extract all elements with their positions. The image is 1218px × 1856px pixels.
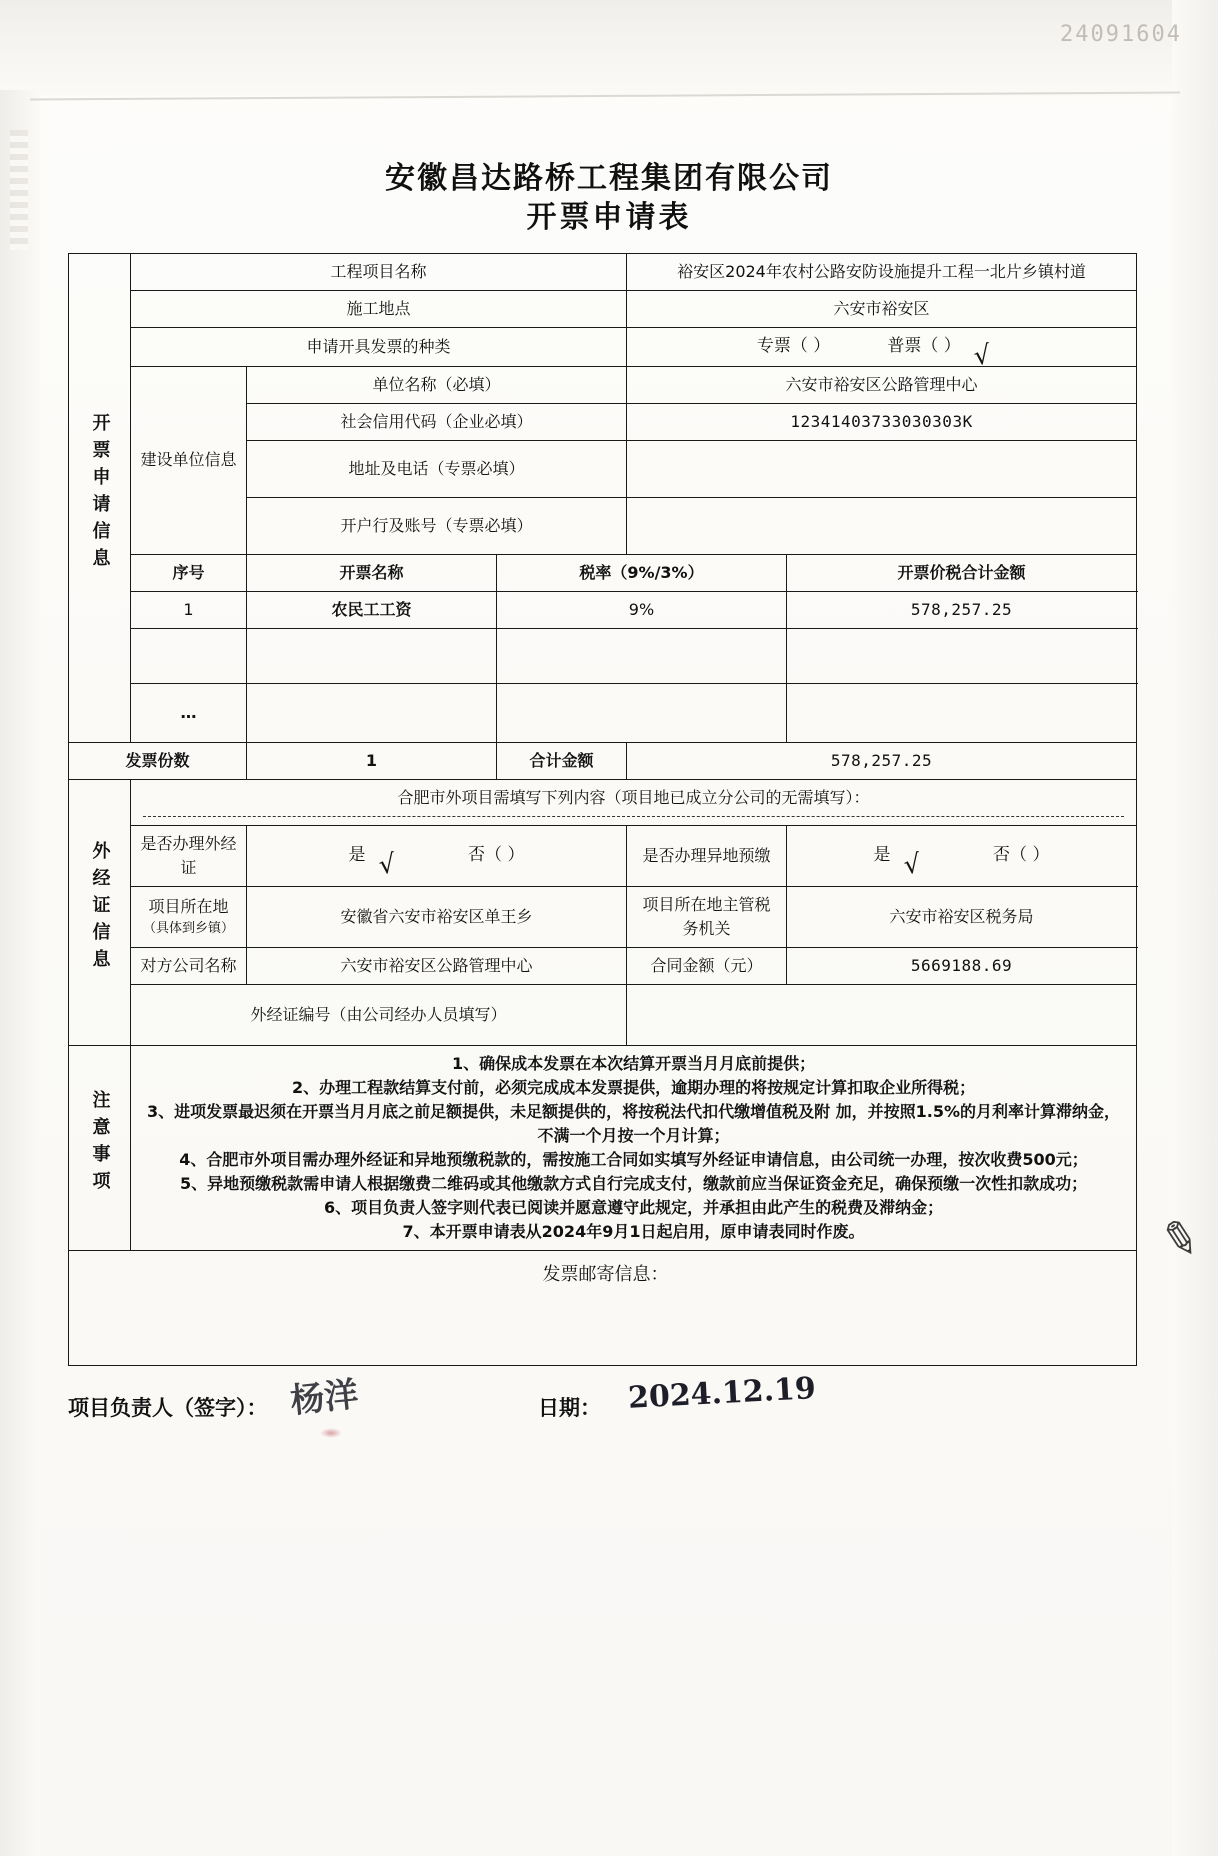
- need-cert-no-option[interactable]: 否（ ）: [468, 844, 525, 865]
- address-phone-label: 地址及电话（专票必填）: [247, 440, 627, 497]
- section-label-notes: [69, 1045, 131, 1250]
- project-location-value: 安徽省六安市裕安区单王乡: [247, 886, 627, 947]
- ink-smudge: [320, 1428, 342, 1438]
- row-amount: 578,257.25: [787, 591, 1137, 628]
- row-no: [131, 628, 247, 683]
- total-amount-label: 合计金额: [497, 742, 627, 779]
- table-row: [69, 947, 1137, 984]
- contract-amount-value: 5669188.69: [787, 947, 1137, 984]
- note-item-5: 5、异地预缴税款需申请人根据缴费二维码或其他缴款方式自行完成支付，缴款前应当保证资金充足，确保预缴一次性扣款成功；: [179, 1173, 1088, 1193]
- scan-edge-right: [1172, 0, 1218, 1856]
- scan-edge-top: [0, 0, 1218, 96]
- project-name-label: 工程项目名称: [131, 254, 627, 291]
- table-row: [69, 1045, 1137, 1250]
- need-cert-yes-label: 是: [348, 844, 366, 865]
- prepay-no-option[interactable]: 否（ ）: [993, 844, 1050, 865]
- builder-group-label: 建设单位信息: [131, 366, 247, 554]
- row-name: [247, 683, 497, 742]
- date-label: 日期：: [538, 1396, 601, 1420]
- table-row: [69, 984, 1137, 1045]
- row-rate: [497, 628, 787, 683]
- table-row: [69, 886, 1137, 947]
- need-cert-label: 是否办理外经证: [131, 825, 247, 886]
- section-label-foreign-cert-text: 外经证信息: [89, 841, 111, 976]
- tax-bureau-value: 六安市裕安区税务局: [787, 886, 1137, 947]
- document-title-block: [0, 160, 1218, 238]
- need-cert-options[interactable]: [247, 825, 627, 886]
- note-item-7: 7、本开票申请表从2024年9月1日起启用，原申请表同时作废。: [402, 1221, 865, 1241]
- contract-amount-label: 合同金额（元）: [627, 947, 787, 984]
- tax-bureau-label: 项目所在地主管税务机关: [627, 886, 787, 947]
- counterparty-label: 对方公司名称: [131, 947, 247, 984]
- table-row: [69, 1250, 1137, 1365]
- invoice-count-value: 1: [247, 742, 497, 779]
- column-header-amount: 开票价税合计金额: [787, 554, 1137, 591]
- column-header-no: 序号: [131, 554, 247, 591]
- table-row: [69, 683, 1137, 742]
- invoice-type-label: 申请开具发票的种类: [131, 328, 627, 367]
- bank-account-value: [627, 497, 1137, 554]
- dashed-separator: [143, 816, 1124, 817]
- project-location-label: [131, 886, 247, 947]
- note-item-2: 2、办理工程款结算支付前，必须完成成本发票提供，逾期办理的将按规定计算扣取企业所得税；: [291, 1077, 976, 1097]
- row-amount: [787, 683, 1137, 742]
- table-row: [69, 779, 1137, 825]
- note-item-4: 4、合肥市外项目需办理外经证和异地预缴税款的，需按施工合同如实填写外经证申请信息，由公司统一办理，按次收费500元；: [179, 1149, 1088, 1169]
- row-name: [247, 628, 497, 683]
- signature-label: 项目负责人（签字）：: [68, 1396, 268, 1420]
- ink-mark: ✎: [1156, 1208, 1206, 1270]
- prepay-yes-option[interactable]: [873, 843, 936, 881]
- notes-block: [131, 1045, 1137, 1250]
- company-title: 安徽昌达路桥工程集团有限公司: [385, 161, 833, 196]
- table-row: [69, 742, 1137, 779]
- row-name: 农民工工资: [247, 591, 497, 628]
- unit-name-label: 单位名称（必填）: [247, 366, 627, 403]
- mailing-info-cell: [69, 1250, 1137, 1365]
- table-row: [69, 628, 1137, 683]
- table-row: [69, 328, 1137, 367]
- general-invoice-option[interactable]: [887, 334, 1006, 373]
- column-header-name: 开票名称: [247, 554, 497, 591]
- address-phone-value: [627, 440, 1137, 497]
- note-item-6: 6、项目负责人签字则代表已阅读并愿意遵守此规定，并承担由此产生的税费及滞纳金；: [323, 1197, 944, 1217]
- row-rate: [497, 683, 787, 742]
- credit-code-label: 社会信用代码（企业必填）: [247, 403, 627, 440]
- check-icon: √: [972, 339, 993, 373]
- scan-edge-left: [0, 90, 40, 1856]
- counterparty-value: 六安市裕安区公路管理中心: [247, 947, 627, 984]
- project-name-value: 裕安区2024年农村公路安防设施提升工程一北片乡镇村道: [627, 254, 1137, 291]
- check-icon: √: [901, 848, 923, 881]
- form-title: 开票申请表: [526, 199, 692, 235]
- table-row: [69, 591, 1137, 628]
- row-rate: 9%: [497, 591, 787, 628]
- section-label-notes-text: 注意事项: [89, 1090, 111, 1198]
- mailing-info-label: 发票邮寄信息：: [542, 1263, 669, 1285]
- foreign-cert-header: [131, 779, 1137, 825]
- cert-no-label: 外经证编号（由公司经办人员填写）: [131, 984, 627, 1045]
- invoice-application-form: [68, 253, 1137, 1366]
- bank-account-label: 开户行及账号（专票必填）: [247, 497, 627, 554]
- credit-code-value: 12341403733030303K: [627, 403, 1137, 440]
- signature-value: 杨洋: [288, 1374, 361, 1422]
- cert-no-value: [627, 984, 1137, 1045]
- check-icon: √: [376, 848, 398, 881]
- section-label-foreign-cert: [69, 779, 131, 1045]
- unit-name-value: 六安市裕安区公路管理中心: [627, 366, 1137, 403]
- prepay-yes-label: 是: [873, 844, 891, 865]
- section-label-invoice-request-text: 开票申请信息: [89, 413, 111, 576]
- site-label: 施工地点: [131, 291, 627, 328]
- general-invoice-label: 普票（ ）: [887, 336, 961, 356]
- table-row: [69, 254, 1137, 291]
- prepay-label: 是否办理异地预缴: [627, 825, 787, 886]
- prepay-options[interactable]: [787, 825, 1137, 886]
- note-item-1: 1、确保成本发票在本次结算开票当月月底前提供；: [451, 1053, 816, 1073]
- column-header-rate: 税率（9%/3%）: [497, 554, 787, 591]
- special-invoice-option[interactable]: 专票（ ）: [756, 336, 831, 356]
- stamp-number: 24091604: [1060, 22, 1182, 47]
- date-value: 2024.12.19: [627, 1371, 817, 1416]
- need-cert-yes-option[interactable]: [348, 843, 411, 881]
- row-amount: [787, 628, 1137, 683]
- site-value: 六安市裕安区: [627, 291, 1137, 328]
- invoice-type-options[interactable]: [627, 328, 1137, 373]
- project-location-sub: （具体到乡镇）: [142, 920, 234, 936]
- foreign-cert-header-text: 合肥市外项目需填写下列内容（项目地已成立分公司的无需填写）：: [397, 787, 870, 807]
- table-row: [69, 825, 1137, 886]
- table-header-row: [69, 554, 1137, 591]
- project-location-label-text: 项目所在地: [148, 896, 229, 916]
- table-row: [69, 291, 1137, 328]
- row-no: …: [131, 683, 247, 742]
- note-item-3: 3、进项发票最迟须在开票当月月底之前足额提供，未足额提供的，将按税法代扣代缴增值税及附 加，并按照1.5%的月利率计算滞纳金，不满一个月按一个月计算；: [146, 1101, 1121, 1145]
- total-amount-value: 578,257.25: [627, 742, 1137, 779]
- row-no: 1: [131, 591, 247, 628]
- section-label-invoice-request: [69, 254, 131, 743]
- invoice-count-label: 发票份数: [69, 742, 247, 779]
